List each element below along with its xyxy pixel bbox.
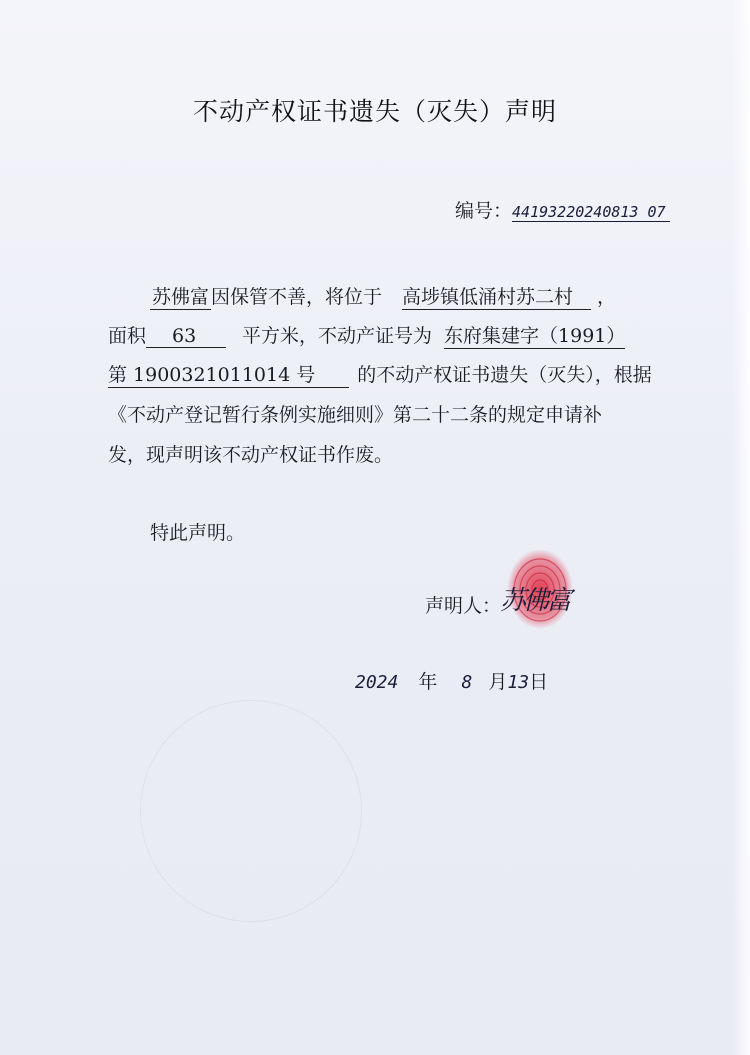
comma: ， — [597, 286, 617, 308]
body-line-1 — [150, 282, 616, 310]
date-year-label: 年 — [418, 671, 438, 693]
number-row — [455, 196, 670, 223]
date-day-label: 日 — [529, 671, 549, 693]
location-value: 高埗镇低涌村苏二村 — [402, 282, 591, 310]
date-month: 8 — [461, 672, 473, 693]
scan-edge — [732, 0, 750, 1055]
number-value: 44193220240813 07 — [512, 203, 670, 222]
declarant-row — [425, 591, 501, 618]
body-line-4: 《不动产登记暂行条例实施细则》第二十二条的规定申请补 — [108, 404, 603, 426]
number-label: 编号： — [455, 200, 513, 222]
date-row — [355, 667, 548, 694]
body-line-5: 发，现声明该不动产权证书作废。 — [108, 444, 394, 466]
handwritten-signature: 苏佛富 — [500, 586, 570, 616]
page-title: 不动产权证书遗失（灭失）声明 — [192, 97, 557, 126]
declarant-label: 声明人： — [425, 595, 502, 617]
date-year: 2024 — [355, 672, 399, 693]
owner-name: 苏佛富 — [150, 282, 211, 310]
body-line-2 — [108, 321, 625, 349]
area-value: 63 — [146, 325, 226, 348]
body-line-3 — [108, 360, 652, 388]
body-text-2: 的不动产权证书遗失（灭失），根据 — [357, 364, 652, 386]
faint-seal-outline — [140, 700, 362, 922]
cert-number: 第 1900321011014 号 — [108, 360, 349, 388]
date-month-label: 月 — [488, 671, 508, 693]
cert-prefix: 东府集建字（1991） — [444, 321, 625, 349]
date-day: 13 — [507, 672, 530, 693]
body-text-1: 因保管不善，将位于 — [211, 286, 383, 308]
closing-text: 特此声明。 — [150, 522, 246, 544]
area-unit-text: 平方米，不动产证号为 — [242, 325, 433, 347]
area-label: 面积 — [108, 325, 147, 347]
